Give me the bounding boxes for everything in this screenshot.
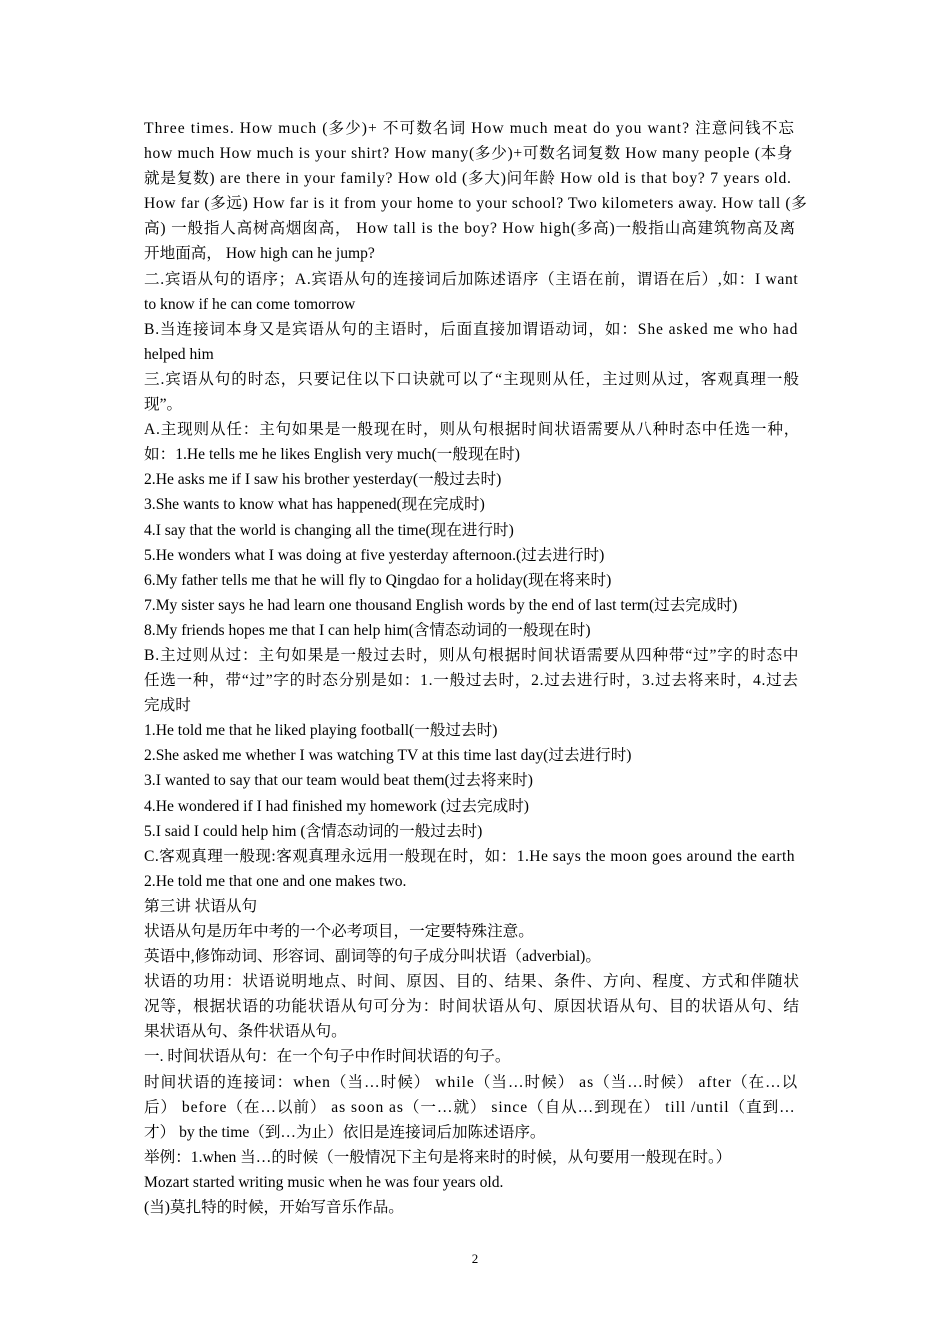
text-line: 1.He told me that he liked playing football(一般过去时) xyxy=(144,722,498,740)
text-line: 6.My father tells me that he will fly to Qingdao for a holiday(现在将来时) xyxy=(144,571,612,589)
text-line: 果状语从句、条件状语从句。 xyxy=(144,1023,347,1041)
text-line: A.主现则从任：主句如果是一般现在时，则从句根据时间状语需要从八种时态中任选一种， xyxy=(144,421,801,439)
text-line: How far (多远) How far is it from your home to your school? Two kilometers away. How tall (多 xyxy=(144,195,808,213)
text-line: 5.I said I could help him (含情态动词的一般过去时) xyxy=(144,822,483,840)
page-number: 2 xyxy=(471,1251,479,1266)
text-line: 时间状语的连接词：when（当…时候） while（当…时候） as（当…时候） after（在…以 xyxy=(144,1073,799,1091)
text-line: 英语中,修饰动词、形容词、副词等的句子成分叫状语（adverbial)。 xyxy=(144,948,601,966)
text-line: 现”。 xyxy=(144,396,183,414)
text-line: 第三讲 状语从句 xyxy=(144,897,258,915)
text-line: 5.He wonders what I was doing at five yesterday afternoon.(过去进行时) xyxy=(144,546,605,564)
text-line: 举例：1.when 当…的时候（一般情况下主句是将来时的时候，从句要用一般现在时。） xyxy=(144,1148,732,1166)
text-line: B.当连接词本身又是宾语从句的主语时，后面直接加谓语动词，如：She asked me who had xyxy=(144,320,799,338)
text-line: 二.宾语从句的语序；A.宾语从句的连接词后加陈述语序（主语在前，谓语在后）,如：I want xyxy=(144,270,799,288)
text-line: 4.I say that the world is changing all the time(现在进行时) xyxy=(144,521,514,539)
text-line: (当)莫扎特的时候，开始写音乐作品。 xyxy=(144,1199,404,1217)
text-line: 如：1.He tells me he likes English very much(一般现在时) xyxy=(144,446,520,464)
text-line: 才） by the time（到…为止）依旧是连接词后加陈述语序。 xyxy=(144,1123,546,1141)
text-line: 2.She asked me whether I was watching TV at this time last day(过去进行时) xyxy=(144,747,632,765)
text-line: B.主过则从过：主句如果是一般过去时，则从句根据时间状语需要从四种带“过”字的时态中 xyxy=(144,646,800,664)
text-line: 3.She wants to know what has happened(现在完成时) xyxy=(144,496,485,514)
text-line: 3.I wanted to say that our team would beat them(过去将来时) xyxy=(144,772,533,790)
text-line: 开地面高， How high can he jump? xyxy=(144,245,375,263)
text-line: how much How much is your shirt? How many(多少)+可数名词复数 How many people (本身 xyxy=(144,145,794,163)
text-line: 一. 时间状语从句：在一个句子中作时间状语的句子。 xyxy=(144,1048,511,1066)
text-line: 8.My friends hopes me that I can help him(含情态动词的一般现在时) xyxy=(144,621,591,639)
text-line: 后） before（在…以前） as soon as（一…就） since（自从…到现在） till /until（直到… xyxy=(144,1098,796,1116)
text-line: to know if he can come tomorrow xyxy=(144,295,356,313)
text-line: 7.My sister says he had learn one thousand English words by the end of last term(过去完成时) xyxy=(144,596,738,614)
text-line: 完成时 xyxy=(144,697,191,715)
text-line: 状语的功用：状语说明地点、时间、原因、目的、结果、条件、方向、程度、方式和伴随状 xyxy=(144,973,800,991)
text-line: 任选一种，带“过”字的时态分别是如：1.一般过去时，2.过去进行时，3.过去将来时，4.过去 xyxy=(144,672,799,690)
text-line: 状语从句是历年中考的一个必考项目，一定要特殊注意。 xyxy=(144,923,534,940)
text-line: 高) 一般指人高树高烟囱高， How tall is the boy? How high(多高)一般指山高建筑物高及离 xyxy=(144,220,796,238)
text-line: 三.宾语从句的时态，只要记住以下口诀就可以了“主现则从任，主过则从过，客观真理一般 xyxy=(144,370,800,388)
text-line: helped him xyxy=(144,345,214,363)
text-line: 2.He told me that one and one makes two. xyxy=(144,872,407,890)
document-body xyxy=(144,116,807,1220)
text-line: Three times. How much (多少)+ 不可数名词 How much meat do you want? 注意问钱不忘 xyxy=(144,120,796,137)
text-line: 2.He asks me if I saw his brother yesterday(一般过去时) xyxy=(144,471,502,489)
text-line: Mozart started writing music when he was four years old. xyxy=(144,1173,504,1191)
text-line: 况等，根据状语的功能状语从句可分为：时间状语从句、原因状语从句、目的状语从句、结 xyxy=(144,998,800,1016)
text-line: 就是复数) are there in your family? How old (多大)问年龄 How old is that boy? 7 years old. xyxy=(144,170,792,188)
text-line: C.客观真理一般现:客观真理永远用一般现在时，如：1.He says the moon goes around the earth xyxy=(144,847,796,865)
text-line: 4.He wondered if I had finished my homework (过去完成时) xyxy=(144,797,529,815)
